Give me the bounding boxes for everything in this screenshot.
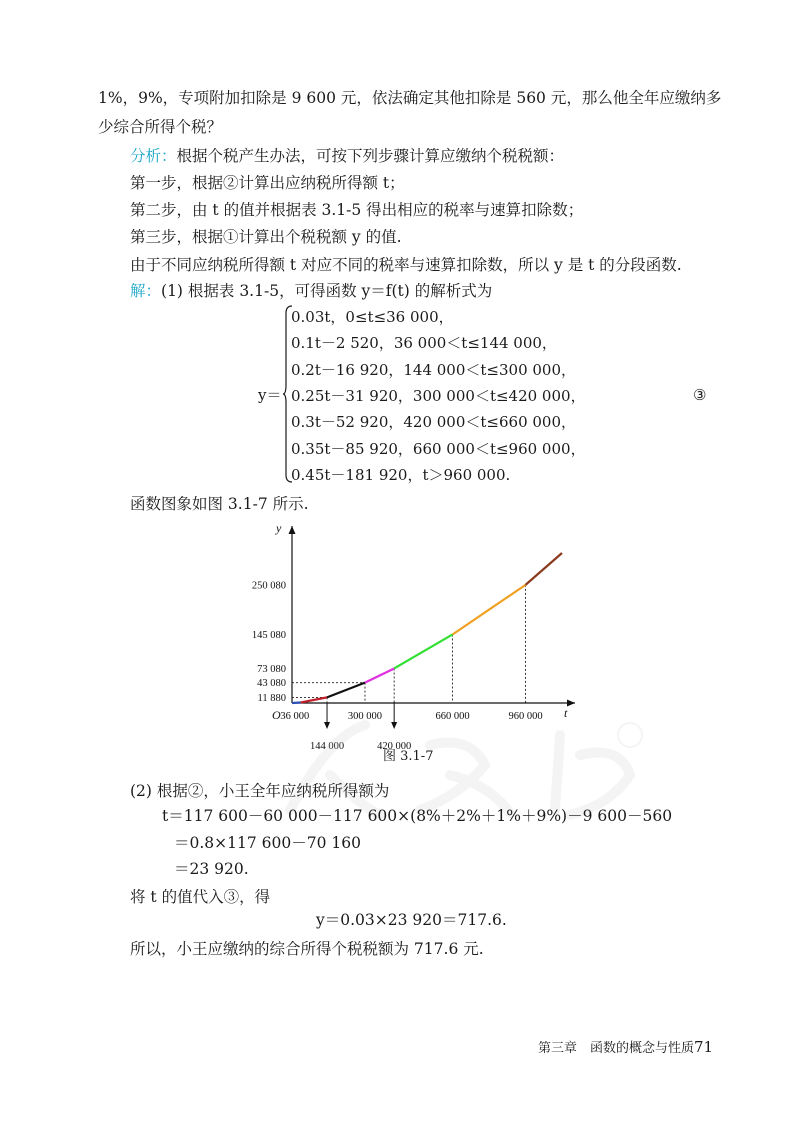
series-segment-3: [327, 683, 365, 698]
y-tick-label: 145 080: [251, 629, 286, 641]
part2-substitution: 将 t 的值代入③，得: [130, 888, 271, 906]
equation-number: ③: [693, 386, 707, 404]
graph-reference: 函数图象如图 3.1-7 所示.: [130, 495, 309, 513]
x-axis-arrow: [567, 700, 575, 707]
footer-chapter: 第三章 函数的概念与性质: [538, 1041, 695, 1056]
paragraph-line-2: 少综合所得个税？: [98, 118, 223, 136]
piecewise-case-6: 0.35t－85 920，660 000＜t≤960 000，: [291, 439, 586, 458]
part2-equation-3: ＝23 920.: [174, 860, 249, 878]
analysis-step-3: 第三步，根据①计算出个税税额 y 的值.: [130, 228, 402, 246]
y-tick-label: 11 880: [257, 692, 286, 704]
analysis-intro-line: [130, 146, 564, 166]
piecewise-case-5: 0.3t－52 920，420 000＜t≤660 000，: [291, 413, 577, 432]
chart-series: [292, 553, 562, 703]
y-tick-label: 73 080: [257, 663, 286, 675]
analysis-label: 分析：: [130, 147, 177, 165]
origin-label: O: [272, 708, 281, 722]
part2-conclusion: 所以，小王应缴纳的综合所得个税税额为 717.6 元.: [130, 940, 484, 958]
y-axis-arrow: [289, 526, 296, 534]
part2-equation-2: ＝0.8×117 600－70 160: [174, 834, 361, 852]
part2-intro: (2) 根据②，小王全年应纳税所得额为: [130, 782, 390, 800]
analysis-reason: 由于不同应纳税所得额 t 对应不同的税率与速算扣除数，所以 y 是 t 的分段函数.: [130, 256, 682, 274]
y-tick-label: 250 080: [251, 580, 286, 592]
x-tick-label: 660 000: [435, 711, 470, 722]
y-axis-label: y: [276, 521, 282, 535]
page-number: 71: [694, 1038, 714, 1056]
analysis-step-2: 第二步，由 t 的值并根据表 3.1-5 得出相应的税率与速算扣除数；: [130, 201, 584, 219]
series-segment-5: [394, 634, 452, 668]
chart-axes: [289, 526, 576, 707]
series-segment-1: [292, 702, 301, 703]
solution-part1: (1) 根据表 3.1-5，可得函数 y＝f(t) 的解析式为: [161, 282, 493, 300]
piecewise-case-1: 0.03t，0≤t≤36 000，: [291, 308, 454, 326]
x-tick-label: 960 000: [508, 711, 543, 722]
x-axis-label: t: [564, 706, 568, 720]
paragraph-line-1: 1%，9%，专项附加扣除是 9 600 元，依法确定其他扣除是 560 元，那么他全年应缴纳多: [98, 89, 722, 107]
piecewise-function-chart: [240, 518, 580, 752]
piecewise-case-7: 0.45t－181 920，t＞960 000.: [291, 465, 511, 484]
part2-result: y＝0.03×23 920＝717.6.: [316, 911, 507, 929]
part2-equation-1: t＝117 600－60 000－117 600×(8%＋2%＋1%＋9%)－9 600－560: [162, 807, 673, 825]
analysis-step-1: 第一步，根据②计算出应纳税所得额 t；: [130, 174, 405, 192]
series-segment-7: [526, 553, 562, 585]
solution-label: 解：: [130, 282, 162, 300]
figure-caption: 图 3.1-7: [383, 749, 434, 764]
chart-guides: [292, 585, 526, 729]
series-segment-6: [453, 585, 526, 635]
series-segment-4: [365, 668, 394, 682]
piecewise-case-2: 0.1t－2 520，36 000＜t≤144 000，: [291, 334, 557, 353]
series-segment-2: [301, 697, 327, 702]
x-tick-label: 420 000: [377, 741, 412, 752]
solution-part1-line: [130, 281, 492, 301]
piecewise-case-3: 0.2t－16 920，144 000＜t≤300 000，: [291, 360, 577, 379]
x-tick-label: 144 000: [309, 741, 345, 752]
x-tick-label: 300 000: [347, 711, 383, 722]
x-tick-label: 36 000: [280, 711, 310, 722]
analysis-intro: 根据个税产生办法，可按下列步骤计算应缴纳个税税额：: [176, 147, 565, 165]
y-tick-label: 43 080: [257, 678, 286, 690]
piecewise-y-equals: y＝: [258, 386, 282, 404]
piecewise-case-4: 0.25t－31 920，300 000＜t≤420 000，: [291, 386, 586, 405]
